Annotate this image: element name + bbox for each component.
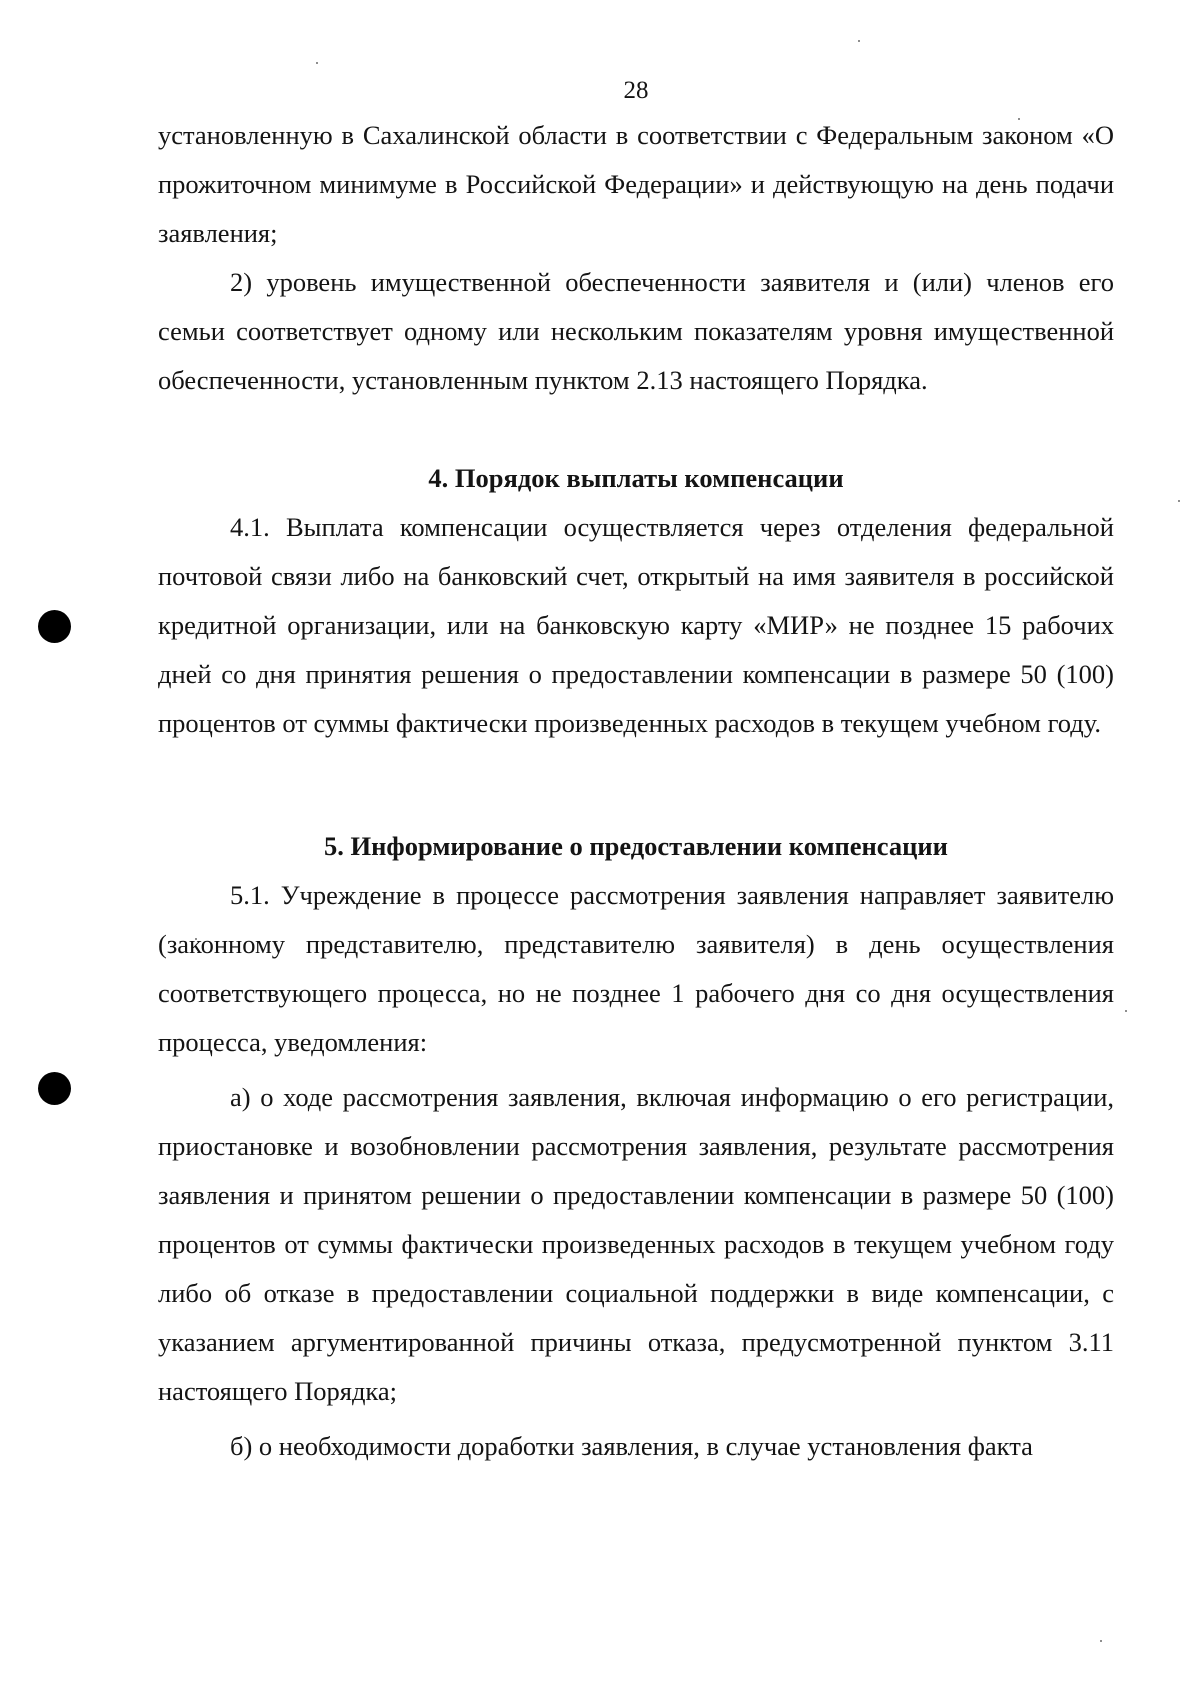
scan-speck	[1125, 1010, 1127, 1012]
punch-hole-mark	[38, 610, 71, 643]
paragraph-4-1: 4.1. Выплата компенсации осуществляется через отделения федеральной почтовой связи либо на банковский счет, открытый на имя заявителя в российской кредитной организации, или на банковскую карту «МИР» не позднее 15 рабочих дней со дня принятия решения о предоставлении компенсации в размере 50 (100) процентов от суммы фактически произведенных расходов в текущем учебном году.	[158, 512, 1114, 738]
paragraph-continuation: установленную в Сахалинской области в соответствии с Федеральным законом «О прожиточном минимуме в Российской Федерации» и действующую на день подачи заявления;	[158, 120, 1114, 248]
scan-speck	[858, 40, 860, 42]
page-number: 28	[623, 77, 649, 104]
paragraph-5-1: 5.1. Учреждение в процессе рассмотрения заявления направляет заявителю (законному представителю, представителю заявителя) в день осуществления соответствующего процесса, но не позднее 1 рабочего дня со дня осуществления процесса, уведомления:	[158, 880, 1114, 1057]
paragraph-5-1-b: б) о необходимости доработки заявления, в случае установления факта	[230, 1431, 1033, 1461]
section-4-heading: 4. Порядок выплаты компенсации	[428, 463, 844, 493]
scan-speck	[1100, 1640, 1102, 1642]
paragraph-5-1-a: а) о ходе рассмотрения заявления, включая информацию о его регистрации, приостановке и возобновлении рассмотрения заявления, результате рассмотрения заявления и принятом решении о предоставлении компенсации в размере 50 (100) процентов от суммы фактически произведенных расходов в текущем учебном году либо об отказе в предоставлении социальной поддержки в виде компенсации, с указанием аргументированной причины отказа, предусмотренной пунктом 3.11 настоящего Порядка;	[158, 1082, 1114, 1406]
punch-hole-mark	[38, 1072, 71, 1105]
scan-speck	[1178, 500, 1180, 502]
paragraph-item-2: 2) уровень имущественной обеспеченности заявителя и (или) членов его семьи соответствует одному или нескольким показателям уровня имущественной обеспеченности, установленным пунктом 2.13 настоящего Порядка.	[158, 267, 1114, 395]
document-body	[158, 111, 1114, 1471]
scan-speck	[316, 62, 318, 64]
section-5-heading: 5. Информирование о предоставлении компенсации	[324, 831, 948, 861]
